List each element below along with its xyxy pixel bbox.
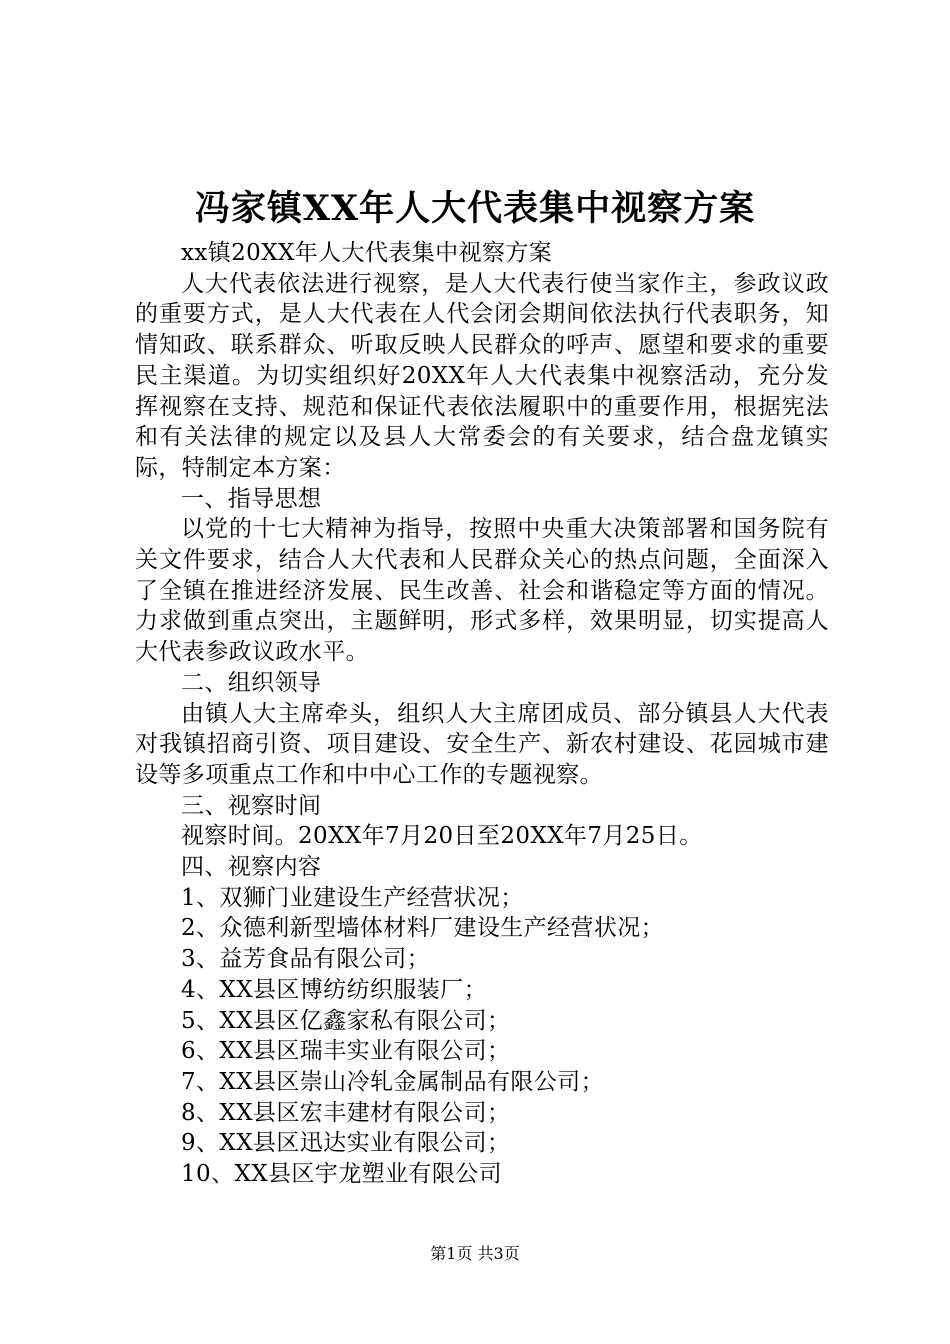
- document-body: [135, 238, 829, 1190]
- document-title: 冯家镇XX年人大代表集中视察方案: [194, 188, 756, 229]
- section-text-guiding-ideology: 以党的十七大精神为指导，按照中央重大决策部署和国务院有关文件要求，结合人大代表和人民群众关心的热点问题，全面深入了全镇在推进经济发展、民生改善、社会和谐稳定等方面的情况。力求做到重点突出，主题鲜明，形式多样，效果明显，切实提高人大代表参政议政水平。: [135, 516, 829, 666]
- list-item: 10、XX县区宇龙塑业有限公司: [181, 1161, 503, 1188]
- list-item: 8、XX县区宏丰建材有限公司；: [181, 1099, 511, 1126]
- list-item: 5、XX县区亿鑫家私有限公司；: [181, 1007, 511, 1034]
- list-item: 2、众德利新型墙体材料厂建设生产经营状况；: [181, 915, 665, 942]
- list-item: 3、益芳食品有限公司；: [181, 946, 431, 973]
- section-heading-inspection-time: 三、视察时间: [181, 792, 322, 819]
- list-item: 7、XX县区崇山冷轧金属制品有限公司；: [181, 1068, 604, 1095]
- intro-paragraph: 人大代表依法进行视察，是人大代表行使当家作主，参政议政的重要方式，是人大代表在人代会闭会期间依法执行代表职务，知情知政、联系群众、听取反映人民群众的呼声、愿望和要求的重要民主渠道。为切实组织好20XX年人大代表集中视察活动，充分发挥视察在支持、规范和保证代表依法履职中的重要作用，根据宪法和有关法律的规定以及县人大常委会的有关要求，结合盘龙镇实际，特制定本方案：: [135, 270, 829, 481]
- section-heading-inspection-content: 四、视察内容: [181, 854, 322, 881]
- section-heading-guiding-ideology: 一、指导思想: [181, 485, 322, 512]
- section-text-organization: 由镇人大主席牵头，组织人大主席团成员、部分镇县人大代表对我镇招商引资、项目建设、安全生产、新农村建设、花园城市建设等多项重点工作和中中心工作的专题视察。: [135, 700, 829, 788]
- section-heading-organization: 二、组织领导: [181, 669, 322, 696]
- list-item: 9、XX县区迅达实业有限公司；: [181, 1130, 511, 1157]
- page-footer: 第1页 共3页: [430, 1244, 520, 1263]
- document-subtitle: xx镇20XX年人大代表集中视察方案: [181, 240, 553, 266]
- list-item: 6、XX县区瑞丰实业有限公司；: [181, 1038, 511, 1065]
- list-item: 1、双狮门业建设生产经营状况；: [181, 884, 524, 911]
- section-text-inspection-time: 视察时间。20XX年7月20日至20XX年7月25日。: [181, 823, 703, 850]
- list-item: 4、XX县区博纺纺织服装厂；: [181, 976, 487, 1003]
